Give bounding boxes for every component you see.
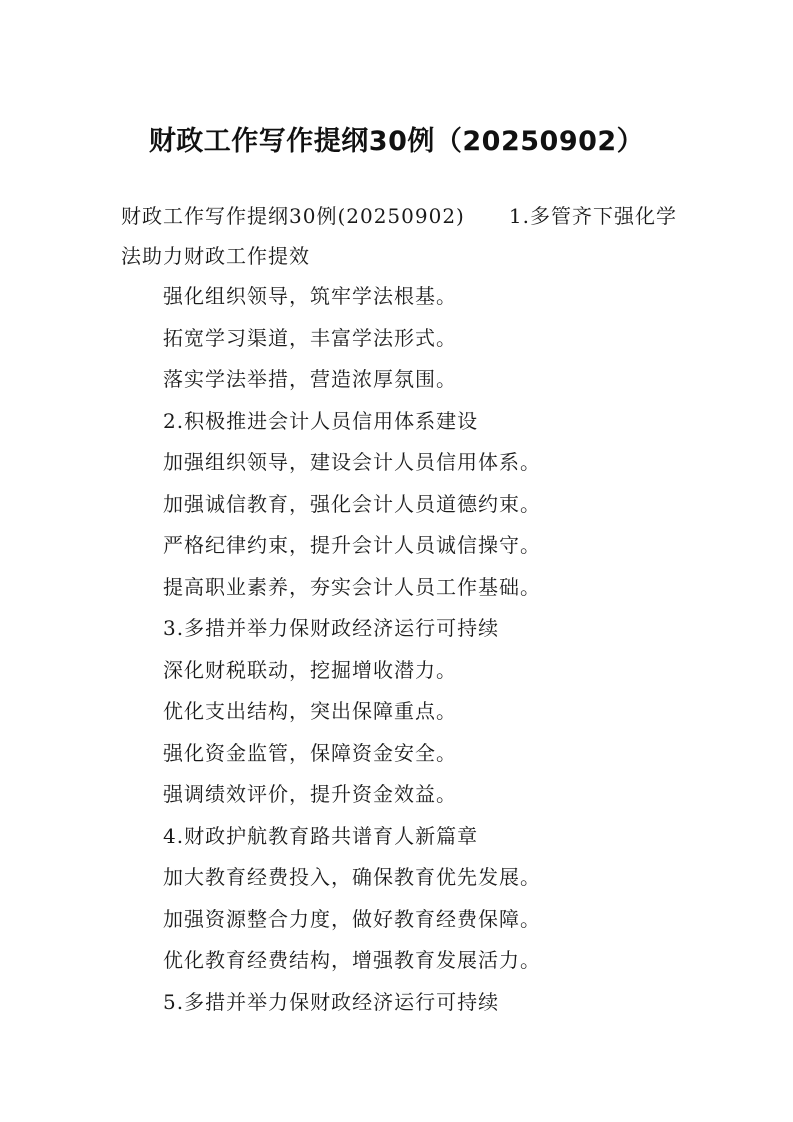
outline-line: 优化支出结构，突出保障重点。	[163, 699, 457, 723]
outline-line: 落实学法举措，营造浓厚氛围。	[163, 367, 457, 391]
section-heading: 3.多措并举力保财政经济运行可持续	[163, 616, 500, 640]
section-1-heading: 1.多管齐下强化学法助力财政工作提效	[121, 204, 677, 268]
section-heading: 5.多措并举力保财政经济运行可持续	[163, 989, 500, 1014]
outline-line: 强化组织领导，筑牢学法根基。	[163, 284, 457, 308]
outline-line: 深化财税联动，挖掘增收潜力。	[163, 657, 457, 682]
intro-heading-text: 财政工作写作提纲30例(20250902)	[121, 204, 465, 228]
outline-line: 提高职业素养，夯实会计人员工作基础。	[163, 574, 541, 599]
outline-line: 强调绩效评价，提升资金效益。	[163, 782, 457, 806]
outline-line: 加大教育经费投入，确保教育优先发展。	[163, 865, 541, 889]
outline-line: 严格纪律约束，提升会计人员诚信操守。	[163, 533, 541, 557]
document-title: 财政工作写作提纲30例（20250902）	[148, 126, 645, 157]
outline-line: 优化教育经费结构，增强教育发展活力。	[163, 948, 541, 972]
outline-list	[121, 276, 681, 1023]
outline-line: 加强诚信教育，强化会计人员道德约束。	[163, 491, 541, 516]
section-heading: 2.积极推进会计人员信用体系建设	[163, 408, 479, 433]
section-heading: 4.财政护航教育路共谱育人新篇章	[163, 823, 479, 848]
outline-line: 强化资金监管，保障资金安全。	[163, 740, 457, 765]
outline-line: 加强资源整合力度，做好教育经费保障。	[163, 906, 541, 931]
outline-line: 加强组织领导，建设会计人员信用体系。	[163, 450, 541, 474]
intro-paragraph	[121, 196, 681, 276]
outline-line: 拓宽学习渠道，丰富学法形式。	[163, 325, 457, 350]
